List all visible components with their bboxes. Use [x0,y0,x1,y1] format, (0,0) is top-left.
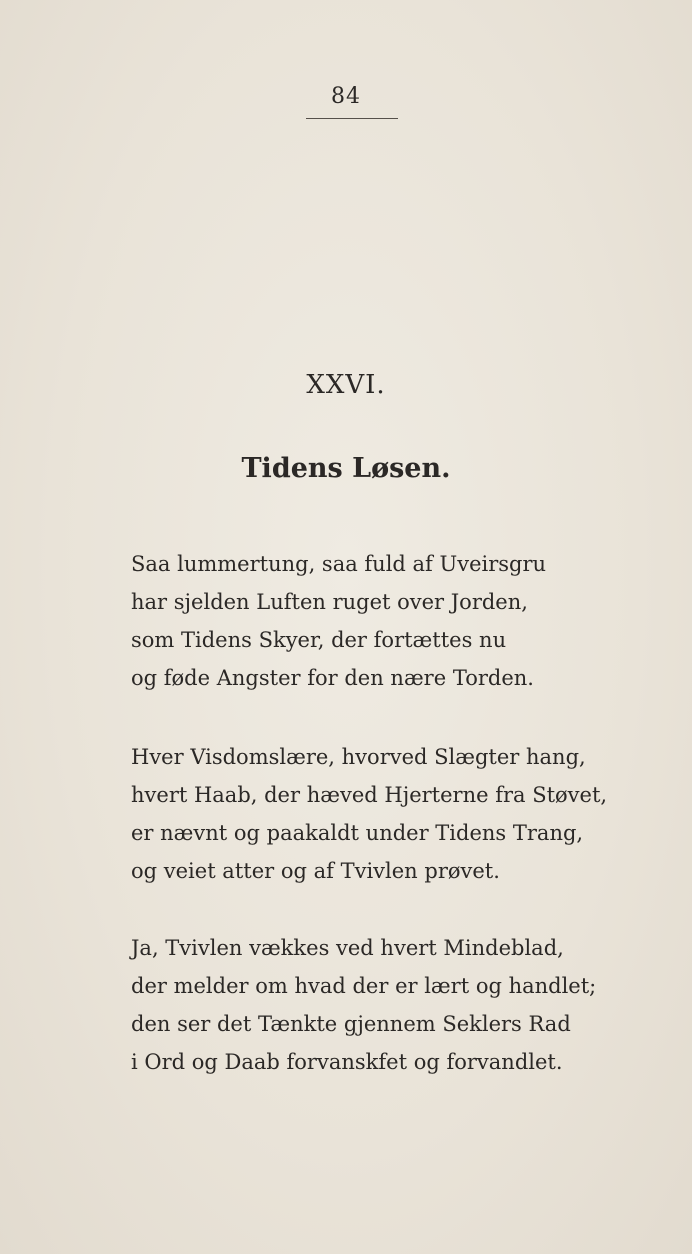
chapter-number: XXVI. [306,370,386,400]
poem-line: Saa lummertung, saa fuld af Uveirsgru [131,552,547,576]
stanza-2 [131,738,651,890]
poem-line: hvert Haab, der hæved Hjerterne fra Støvet, [131,783,608,807]
poem-line: og veiet atter og af Tvivlen prøvet. [131,859,500,883]
poem-line: er nævnt og paakaldt under Tidens Trang, [131,821,584,845]
poem-title: Tidens Løsen. [241,453,451,484]
page-number-rule [306,118,398,119]
poem-line: i Ord og Daab forvanskfet og forvandlet. [131,1050,563,1074]
poem-line: den ser det Tænkte gjennem Seklers Rad [131,1012,571,1036]
poem-line: som Tidens Skyer, der fortættes nu [131,628,507,652]
stanza-1 [131,545,651,697]
poem-line: Hver Visdomslære, hvorved Slægter hang, [131,745,586,769]
poem-line: der melder om hvad der er lært og handlet; [131,974,597,998]
stanza-3 [131,929,651,1081]
poem-line: og føde Angster for den nære Torden. [131,666,534,690]
poem-line: har sjelden Luften ruget over Jorden, [131,590,528,614]
poem-line: Ja, Tvivlen vækkes ved hvert Mindeblad, [131,936,564,960]
page-number: 84 [331,84,361,109]
